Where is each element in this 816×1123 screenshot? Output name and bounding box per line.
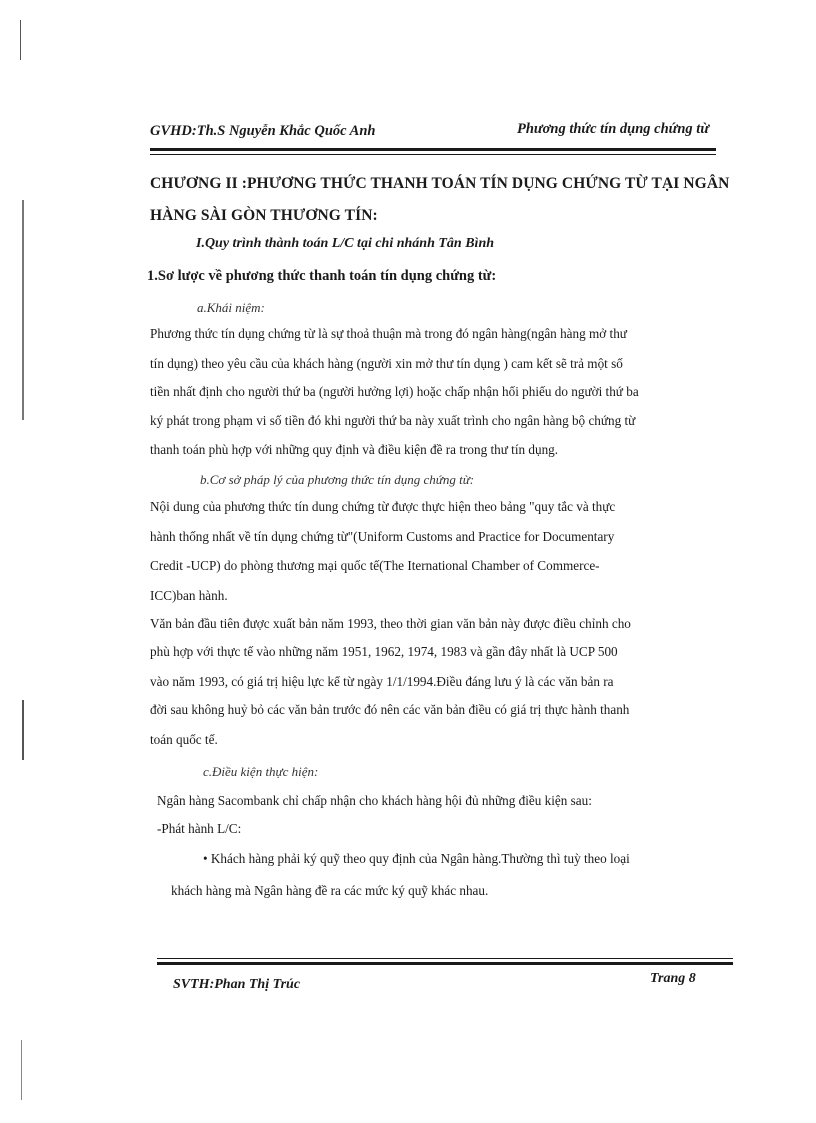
paragraph-line: -Phát hành L/C: — [157, 821, 242, 836]
paragraph-line: hành thống nhất về tín dụng chứng từ"(Uniform Customs and Practice for Documentary — [150, 529, 615, 544]
sub-b-title: b.Cơ sở pháp lý của phương thức tín dụng chứng từ: — [200, 472, 475, 487]
header-right-text: Phương thức tín dụng chứng từ — [517, 121, 710, 137]
scan-mark — [22, 700, 24, 760]
header-rule-thick — [150, 148, 716, 151]
paragraph-line: phù hợp với thực tế vào những năm 1951, 1962, 1974, 1983 và gần đây nhất là UCP 500 — [150, 644, 618, 659]
paragraph-line: thanh toán phù hợp với những quy định và điều kiện đề ra trong thư tín dụng. — [150, 442, 559, 457]
paragraph-line: Ngân hàng Sacombank chỉ chấp nhận cho khách hàng hội đủ những điều kiện sau: — [157, 793, 592, 808]
paragraph-line: ký phát trong phạm vi số tiền đó khi người thứ ba này xuất trình cho ngân hàng bộ chứng từ — [150, 413, 636, 428]
paragraph-line: đời sau không huỷ bỏ các văn bản trước đó nên các văn bản điều có giá trị thực hành thanh — [150, 702, 630, 717]
scan-mark — [22, 200, 24, 420]
footer-rule-thin — [157, 958, 733, 959]
paragraph-line: Credit -UCP) do phòng thương mại quốc tế(The Iternational Chamber of Commerce- — [150, 558, 600, 573]
chapter-title-line2: HÀNG SÀI GÒN THƯƠNG TÍN: — [150, 207, 378, 224]
bullet-item: • Khách hàng phải ký quỹ theo quy định của Ngân hàng.Thường thì tuỳ theo loại — [203, 851, 630, 866]
paragraph-line: vào năm 1993, có giá trị hiệu lực kể từ ngày 1/1/1994.Điều đáng lưu ý là các văn bản ra — [150, 674, 614, 689]
header-left-text: GVHD:Th.S Nguyễn Khắc Quốc Anh — [150, 123, 376, 139]
sub-c-title: c.Điều kiện thực hiện: — [203, 764, 319, 779]
paragraph-line: toán quốc tế. — [150, 732, 218, 747]
section-title: I.Quy trình thành toán L/C tại chi nhánh Tân Bình — [196, 236, 495, 251]
scan-mark — [21, 1040, 22, 1100]
paragraph-line: tiền nhất định cho người thứ ba (người hưởng lợi) hoặc chấp nhận hối phiếu do người thứ ba — [150, 384, 639, 399]
paragraph-line: Nội dung của phương thức tín dung chứng từ được thực hiện theo bảng "quy tắc và thực — [150, 499, 616, 514]
footer-left-text: SVTH:Phan Thị Trúc — [173, 977, 301, 992]
paragraph-line: ICC)ban hành. — [150, 588, 228, 603]
footer-rule-thick — [157, 962, 733, 965]
paragraph-line: Văn bản đầu tiên được xuất bản năm 1993, theo thời gian văn bản này được điều chỉnh cho — [150, 616, 631, 631]
header-rule-thin — [150, 154, 716, 155]
paragraph-line: tín dụng) theo yêu cầu của khách hàng (người xin mở thư tín dụng ) cam kết sẽ trả một số — [150, 356, 623, 371]
page-number: Trang 8 — [650, 971, 696, 986]
paragraph-line: Phương thức tín dụng chứng từ là sự thoả thuận mà trong đó ngân hàng(ngân hàng mở thư — [150, 326, 627, 341]
sub-a-title: a.Khái niệm: — [197, 300, 265, 315]
heading-1: 1.Sơ lược về phương thức thanh toán tín dụng chứng từ: — [147, 268, 497, 284]
scan-mark — [20, 20, 21, 60]
chapter-title-line1: CHƯƠNG II :PHƯƠNG THỨC THANH TOÁN TÍN DỤNG CHỨNG TỪ TẠI NGÂN — [150, 175, 730, 192]
bullet-continuation: khách hàng mà Ngân hàng đề ra các mức ký quỹ khác nhau. — [171, 883, 489, 898]
